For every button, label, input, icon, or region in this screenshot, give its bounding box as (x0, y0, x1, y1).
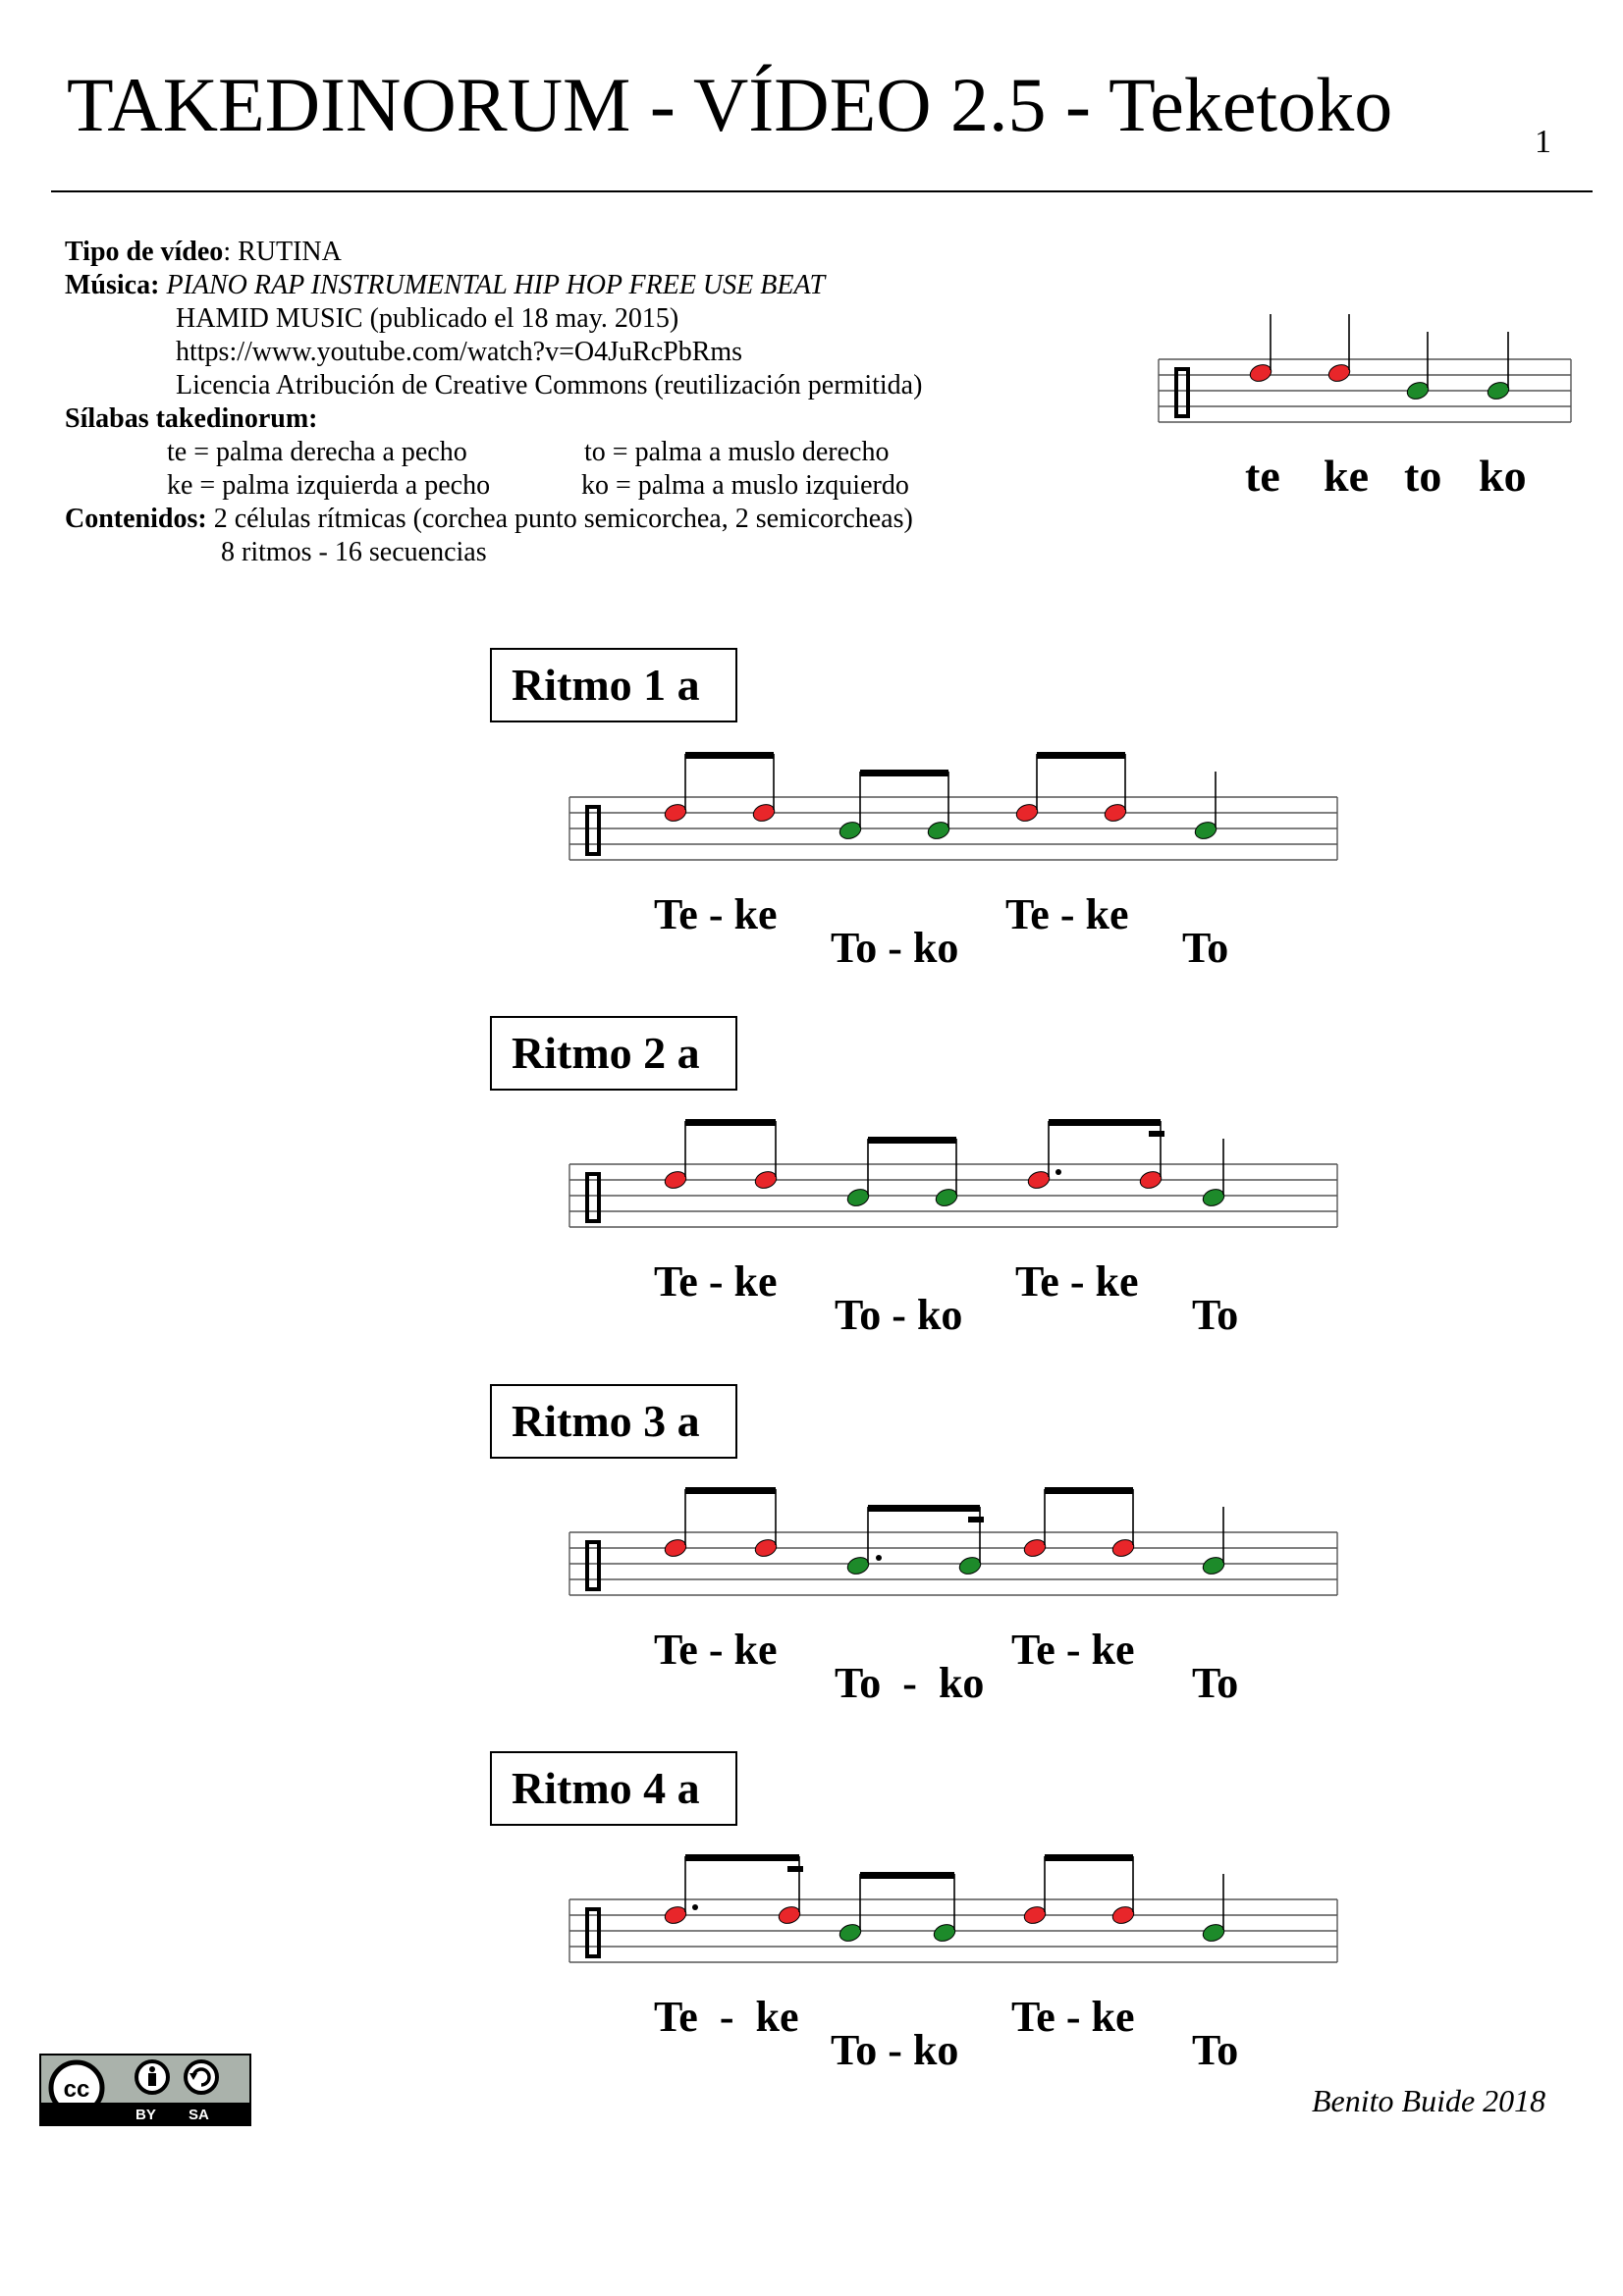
ritmo-1-note-0-head (663, 802, 688, 825)
contenidos-text: 2 células rítmicas (corchea punto semicorchea, 2 semicorcheas) (206, 504, 913, 534)
cc-by-sa-badge (39, 2054, 251, 2126)
ritmo-3-semi-flag (968, 1517, 984, 1522)
ritmo-3-lyric-to: To (1192, 1659, 1239, 1707)
ritmo-4-lyric-teke-2: Te - ke (1011, 1993, 1135, 2041)
page-number: 1 (1535, 124, 1551, 160)
ritmo-2-lyric-to: To (1192, 1291, 1239, 1339)
tipo-value: : RUTINA (223, 237, 342, 267)
ritmo-1-note-3-head (926, 820, 951, 842)
legend-syllable-ko: ko (1479, 451, 1527, 501)
sa-icon (186, 2061, 217, 2093)
legend-note-1-head (1326, 362, 1352, 385)
author-credit: Benito Buide 2018 (1312, 2083, 1546, 2118)
ritmo-4-note-4-head (1022, 1904, 1048, 1927)
musica-author: HAMID MUSIC (publicado el 18 may. 2015) (176, 303, 679, 334)
ritmo-2-note-4-head (1026, 1169, 1052, 1192)
legend-syllable-ke: ke (1324, 451, 1369, 501)
ritmo-1-beam-1 (685, 752, 774, 759)
ritmo-2-note-5-head (1138, 1169, 1163, 1192)
legend-syllable-te: te (1245, 451, 1280, 501)
ritmo-2-note-0-head (663, 1169, 688, 1192)
tipo-label: Tipo de vídeo (65, 237, 224, 267)
ritmo-2-note-6-head (1201, 1187, 1226, 1209)
ritmo-1-note-1-head (751, 802, 777, 825)
ritmo-2-note-2-head (845, 1187, 871, 1209)
cc-sa-label: SA (189, 2107, 209, 2123)
ritmo-1-staff-clef (587, 807, 599, 854)
silaba-ko: ko = palma a muslo izquierdo (581, 470, 909, 501)
silaba-te: te = palma derecha a pecho (167, 437, 467, 467)
ritmo-4-semi-flag (787, 1866, 803, 1872)
ritmo-2-beam-3 (1049, 1119, 1161, 1126)
staves (569, 314, 1571, 1962)
legend-syllable-to: to (1404, 451, 1442, 501)
ritmo-3-beam-2 (868, 1505, 980, 1512)
ritmo-3-note-4-head (1022, 1537, 1048, 1560)
ritmo-3-note-6-head (1201, 1555, 1226, 1577)
musica-license: Licencia Atribución de Creative Commons (reutilización permitida) (176, 370, 923, 400)
ritmo-2-dot (1055, 1169, 1061, 1175)
contenidos-line2: 8 ritmos - 16 secuencias (221, 537, 487, 567)
legend-note-3-head (1486, 380, 1511, 402)
legend-staff-clef (1176, 369, 1188, 416)
svg-text:cc: cc (63, 2076, 90, 2103)
page-title: TAKEDINORUM - VÍDEO 2.5 - Teketoko (67, 62, 1393, 147)
ritmo-2-lyric-toko: To - ko (835, 1291, 963, 1339)
contenidos-label: Contenidos: (65, 504, 207, 534)
ritmo-2-lyric-teke-2: Te - ke (1015, 1257, 1139, 1306)
ritmo-3-beam-1 (685, 1487, 776, 1494)
silaba-ke: ke = palma izquierda a pecho (167, 470, 491, 501)
ritmo-4-note-2-head (838, 1922, 863, 1945)
musica-title: PIANO RAP INSTRUMENTAL HIP HOP FREE USE BEAT (166, 270, 826, 300)
ritmo-4-lyric-toko: To - ko (831, 2026, 959, 2074)
ritmo-3-lyric-teke-2: Te - ke (1011, 1626, 1135, 1674)
ritmo-1-lyric-toko: To - ko (831, 924, 959, 972)
silaba-to: to = palma a muslo derecho (584, 437, 890, 467)
ritmo-3-note-0-head (663, 1537, 688, 1560)
ritmo-1-note-5-head (1103, 802, 1128, 825)
musica-url: https://www.youtube.com/watch?v=O4JuRcPbRms (176, 337, 743, 367)
ritmo-4-note-6-head (1201, 1922, 1226, 1945)
ritmo-2-title: Ritmo 2 a (490, 1016, 737, 1091)
ritmo-4-note-0-head (663, 1904, 688, 1927)
ritmo-2-note-3-head (934, 1187, 959, 1209)
ritmo-4-note-1-head (777, 1904, 802, 1927)
ritmo-3-beam-3 (1045, 1487, 1133, 1494)
ritmo-4-title: Ritmo 4 a (490, 1751, 737, 1826)
ritmo-3-title: Ritmo 3 a (490, 1384, 737, 1459)
ritmo-2-note-1-head (753, 1169, 779, 1192)
ritmo-1-note-4-head (1014, 802, 1040, 825)
ritmo-1-title: Ritmo 1 a (490, 648, 737, 722)
silabas-label-text: Sílabas takedinorum: (65, 403, 318, 434)
ritmo-3-note-1-head (753, 1537, 779, 1560)
ritmo-4-beam-2 (860, 1872, 954, 1879)
ritmo-4-staff-clef (587, 1909, 599, 1956)
ritmo-1-lyric-to: To (1182, 924, 1229, 972)
ritmo-2-beam-1 (685, 1119, 776, 1126)
ritmo-4-dot (692, 1904, 698, 1910)
ritmo-2-beam-2 (868, 1137, 956, 1144)
ritmo-4-beam-3 (1045, 1854, 1133, 1861)
ritmo-1-beam-3 (1037, 752, 1125, 759)
ritmo-4-lyric-teke-1: Te - ke (654, 1993, 799, 2041)
legend-note-0-head (1248, 362, 1273, 385)
ritmo-1-lyric-teke-2: Te - ke (1005, 890, 1129, 938)
ritmo-3-dot (876, 1555, 882, 1561)
ritmo-1-lyric-teke-1: Te - ke (654, 890, 778, 938)
ritmo-1-beam-2 (860, 770, 948, 776)
ritmo-2-semi-flag (1149, 1131, 1164, 1137)
ritmo-3-note-5-head (1110, 1537, 1136, 1560)
ritmo-3-note-2-head (845, 1555, 871, 1577)
ritmo-4-lyric-to: To (1192, 2026, 1239, 2074)
legend-note-2-head (1405, 380, 1431, 402)
ritmo-2-lyric-teke-1: Te - ke (654, 1257, 778, 1306)
ritmo-1-note-2-head (838, 820, 863, 842)
ritmo-4-note-5-head (1110, 1904, 1136, 1927)
ritmo-3-staff-clef (587, 1542, 599, 1589)
ritmo-1-note-6-head (1193, 820, 1218, 842)
ritmo-3-lyric-toko: To - ko (835, 1659, 985, 1707)
ritmo-4-beam-1 (685, 1854, 799, 1861)
ritmo-2-staff-clef (587, 1174, 599, 1221)
cc-by-label: BY (135, 2107, 156, 2123)
ritmo-3-note-3-head (957, 1555, 983, 1577)
musica-label: Música: (65, 270, 160, 300)
ritmo-3-lyric-teke-1: Te - ke (654, 1626, 778, 1674)
ritmo-4-note-3-head (932, 1922, 957, 1945)
